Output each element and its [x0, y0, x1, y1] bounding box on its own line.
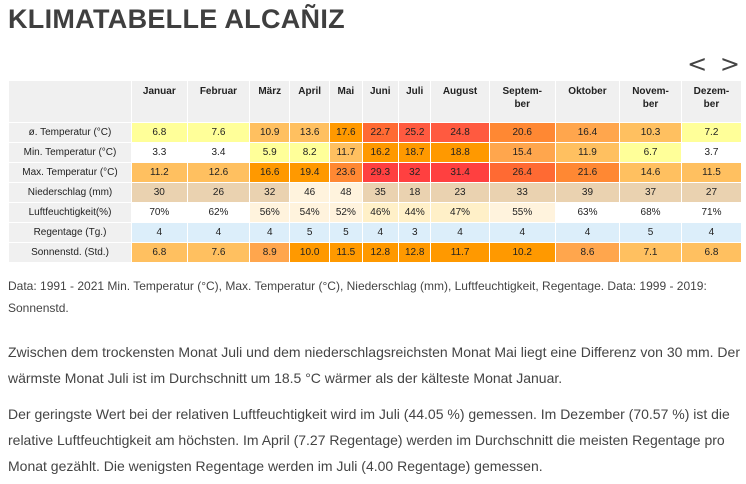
month-header	[490, 81, 555, 122]
table-cell: 17.6	[330, 123, 361, 142]
table-cell: 11.2	[132, 163, 187, 182]
table-cell: 3.3	[132, 143, 187, 162]
month-header-label: Januar	[142, 86, 176, 97]
table-cell: 54%	[290, 203, 329, 222]
table-cell: 21.6	[556, 163, 619, 182]
table-cell: 3.7	[682, 143, 741, 162]
month-header-label: März	[258, 86, 282, 97]
table-header-row	[9, 81, 741, 122]
table-cell: 4	[490, 223, 555, 242]
table-cell: 19.4	[290, 163, 329, 182]
month-header-label: Juli	[406, 86, 424, 97]
table-cell: 22.7	[363, 123, 398, 142]
row-label: Luftfeuchtigkeit(%)	[9, 203, 131, 222]
table-corner-cell	[9, 81, 131, 122]
table-cell: 6.8	[682, 243, 741, 262]
table-cell: 18	[399, 183, 430, 202]
table-cell: 12.6	[188, 163, 250, 182]
table-cell: 4	[363, 223, 398, 242]
month-header	[330, 81, 361, 122]
table-cell: 71%	[682, 203, 741, 222]
table-cell: 4	[556, 223, 619, 242]
table-cell: 18.8	[431, 143, 488, 162]
month-header-label: Juni	[370, 86, 391, 97]
table-cell: 6.8	[132, 243, 187, 262]
month-header-label: Septem-	[502, 86, 542, 97]
summary-paragraph-2: Der geringste Wert bei der relativen Luftfeuchtigkeit wird im Juli (44.05 %) gemessen. Im Dezember (70.57 %) ist die relative Luftfeuchtigkeit am höchsten. Im April (7.27 Regentage) werden im Durchschnitt die meisten Regentage pro Monat gezählt. Die wenigsten Regentage werden im Juli (4.00 Regentage) gemessen.	[8, 406, 730, 474]
table-row	[9, 123, 741, 142]
table-cell: 8.9	[250, 243, 289, 262]
table-row	[9, 163, 741, 182]
month-header	[620, 81, 681, 122]
chevron-right-icon[interactable]: >	[719, 50, 740, 78]
table-cell: 6.8	[132, 123, 187, 142]
summary-paragraph-1: Zwischen dem trockensten Monat Juli und dem niederschlagsreichsten Monat Mai liegt eine Differenz von 30 mm. Der wärmste Monat Juli ist im Durchschnitt um 18.5 °C wärmer als der kälteste Monat Januar.	[8, 344, 740, 386]
table-cell: 62%	[188, 203, 250, 222]
table-cell: 10.3	[620, 123, 681, 142]
table-cell: 47%	[431, 203, 488, 222]
month-header-label: August	[442, 86, 478, 97]
table-cell: 3	[399, 223, 430, 242]
table-cell: 26	[188, 183, 250, 202]
table-cell: 4	[250, 223, 289, 242]
table-cell: 15.4	[490, 143, 555, 162]
month-header	[682, 81, 741, 122]
table-cell: 56%	[250, 203, 289, 222]
table-cell: 7.2	[682, 123, 741, 142]
table-body	[9, 123, 741, 262]
month-header-label: Dezem-	[693, 86, 730, 97]
row-label: Sonnenstd. (Std.)	[9, 243, 131, 262]
month-header-label: Februar	[199, 86, 238, 97]
table-cell: 7.6	[188, 123, 250, 142]
climate-table-wrapper	[8, 80, 742, 263]
table-cell: 10.0	[290, 243, 329, 262]
table-cell: 13.6	[290, 123, 329, 142]
table-cell: 70%	[132, 203, 187, 222]
table-cell: 33	[490, 183, 555, 202]
table-cell: 4	[188, 223, 250, 242]
month-header-label: ber	[703, 99, 720, 110]
table-cell: 4	[431, 223, 488, 242]
table-cell: 12.8	[399, 243, 430, 262]
climate-table	[8, 80, 742, 263]
table-cell: 11.7	[431, 243, 488, 262]
month-header	[188, 81, 250, 122]
month-header-label: ber	[514, 99, 531, 110]
table-cell: 27	[682, 183, 741, 202]
table-cell: 32	[250, 183, 289, 202]
month-header-label: April	[298, 86, 322, 97]
month-header	[363, 81, 398, 122]
table-cell: 31.4	[431, 163, 488, 182]
table-row	[9, 223, 741, 242]
table-row	[9, 203, 741, 222]
table-cell: 29.3	[363, 163, 398, 182]
table-cell: 20.6	[490, 123, 555, 142]
table-cell: 25.2	[399, 123, 430, 142]
table-cell: 48	[330, 183, 361, 202]
table-cell: 63%	[556, 203, 619, 222]
month-header	[290, 81, 329, 122]
page-title: KLIMATABELLE ALCAÑIZ	[8, 4, 345, 34]
month-navigation	[681, 50, 740, 79]
table-cell: 30	[132, 183, 187, 202]
table-row	[9, 183, 741, 202]
table-cell: 11.5	[682, 163, 741, 182]
table-cell: 32	[399, 163, 430, 182]
table-cell: 23	[431, 183, 488, 202]
table-cell: 16.2	[363, 143, 398, 162]
row-label: Max. Temperatur (°C)	[9, 163, 131, 182]
table-cell: 26.4	[490, 163, 555, 182]
table-cell: 4	[132, 223, 187, 242]
table-cell: 5	[330, 223, 361, 242]
table-cell: 24.8	[431, 123, 488, 142]
month-header	[250, 81, 289, 122]
table-cell: 68%	[620, 203, 681, 222]
month-header	[132, 81, 187, 122]
month-header	[556, 81, 619, 122]
table-cell: 3.4	[188, 143, 250, 162]
table-cell: 39	[556, 183, 619, 202]
month-header-label: ber	[642, 99, 659, 110]
chevron-left-icon[interactable]: <	[687, 50, 708, 78]
month-header-label: Novem-	[632, 86, 669, 97]
row-label: Min. Temperatur (°C)	[9, 143, 131, 162]
month-header	[399, 81, 430, 122]
table-cell: 11.7	[330, 143, 361, 162]
table-cell: 5	[290, 223, 329, 242]
table-cell: 8.2	[290, 143, 329, 162]
row-label: Regentage (Tg.)	[9, 223, 131, 242]
table-cell: 7.1	[620, 243, 681, 262]
table-cell: 8.6	[556, 243, 619, 262]
row-label: Niederschlag (mm)	[9, 183, 131, 202]
table-cell: 5	[620, 223, 681, 242]
table-cell: 10.9	[250, 123, 289, 142]
table-cell: 11.5	[330, 243, 361, 262]
table-cell: 16.4	[556, 123, 619, 142]
data-source-note: Data: 1991 - 2021 Min. Temperatur (°C), Max. Temperatur (°C), Niederschlag (mm), Luftfeuchtigkeit, Regentage. Data: 1999 - 2019: Sonnenstd.	[8, 279, 707, 315]
table-cell: 14.6	[620, 163, 681, 182]
month-header	[431, 81, 488, 122]
table-cell: 52%	[330, 203, 361, 222]
table-row	[9, 243, 741, 262]
table-row	[9, 143, 741, 162]
table-cell: 16.6	[250, 163, 289, 182]
month-header-label: Oktober	[568, 86, 607, 97]
table-cell: 23.6	[330, 163, 361, 182]
table-cell: 44%	[399, 203, 430, 222]
table-cell: 11.9	[556, 143, 619, 162]
table-cell: 46	[290, 183, 329, 202]
table-cell: 18.7	[399, 143, 430, 162]
month-header-label: Mai	[337, 86, 355, 97]
table-cell: 35	[363, 183, 398, 202]
table-cell: 37	[620, 183, 681, 202]
table-cell: 55%	[490, 203, 555, 222]
table-cell: 7.6	[188, 243, 250, 262]
table-cell: 10.2	[490, 243, 555, 262]
table-cell: 12.8	[363, 243, 398, 262]
table-cell: 46%	[363, 203, 398, 222]
table-cell: 4	[682, 223, 741, 242]
table-cell: 6.7	[620, 143, 681, 162]
table-cell: 5.9	[250, 143, 289, 162]
row-label: ø. Temperatur (°C)	[9, 123, 131, 142]
